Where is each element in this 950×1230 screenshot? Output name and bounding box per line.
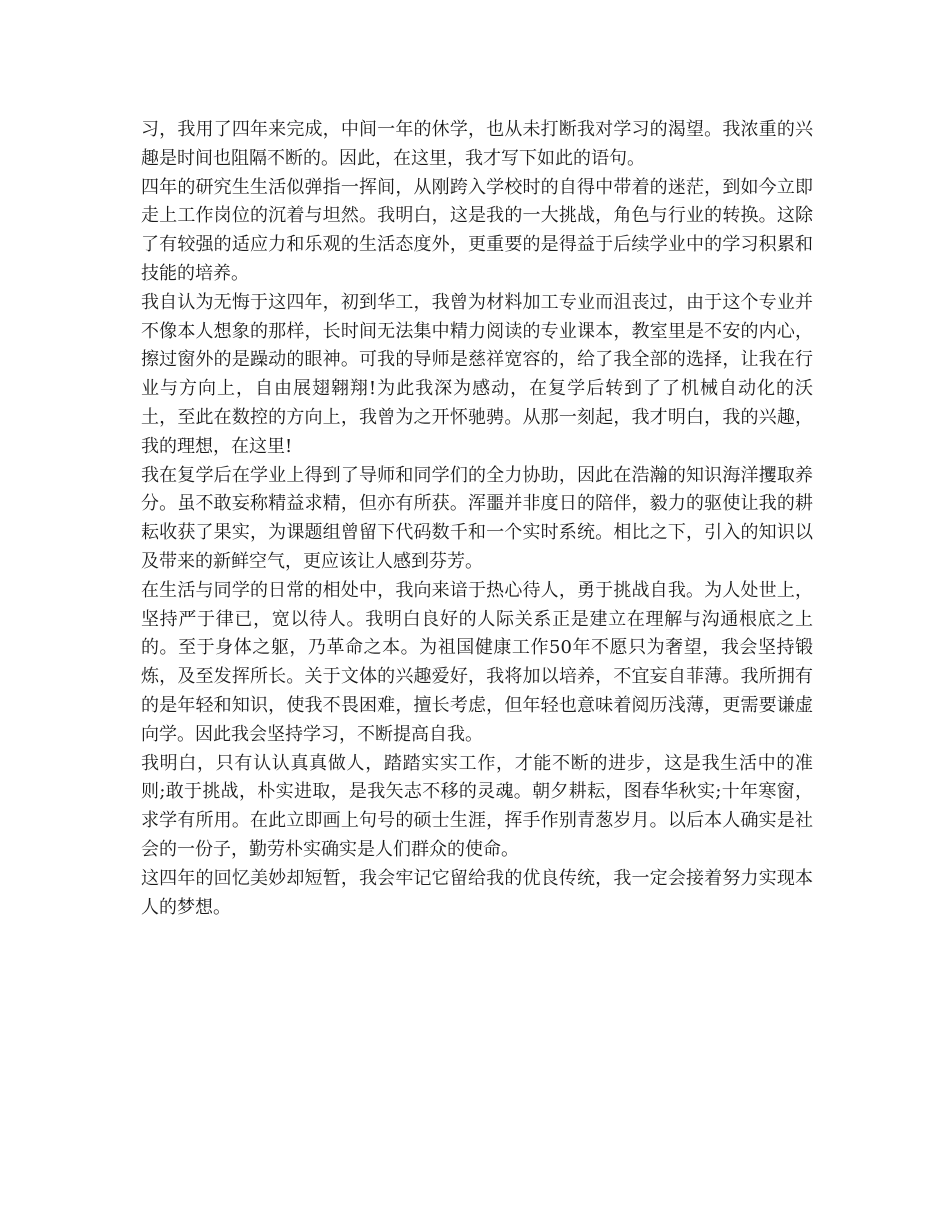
paragraph-6: 我明白，只有认认真真做人，踏踏实实工作，才能不断的进步，这是我生活中的准则;敢于挑战，朴实进取，是我矢志不移的灵魂。朝夕耕耘，图春华秋实;十年寒窗，求学有所用。在此立即画上句号的硕士生涯，挥手作别青葱岁月。以后本人确实是社会的一份子，勤劳朴实确实是人们群众的使命。: [141, 752, 813, 860]
paragraph-2: 四年的研究生生活似弹指一挥间，从刚跨入学校时的自得中带着的迷茫，到如今立即走上工作岗位的沉着与坦然。我明白，这是我的一大挑战，角色与行业的转换。这除了有较强的适应力和乐观的生活态度外，更重要的是得益于后续学业中的学习积累和技能的培养。: [141, 176, 813, 284]
paragraph-1: 习，我用了四年来完成，中间一年的休学，也从未打断我对学习的渴望。我浓重的兴趣是时间也阻隔不断的。因此，在这里，我才写下如此的语句。: [141, 119, 813, 169]
paragraph-4: 我在复学后在学业上得到了导师和同学们的全力协助，因此在浩瀚的知识海洋攫取养分。虽不敢妄称精益求精，但亦有所获。浑噩并非度日的陪伴，毅力的驱使让我的耕耘收获了果实，为课题组曾留下代码数千和一个实时系统。相比之下，引入的知识以及带来的新鲜空气，更应该让人感到芬芳。: [141, 464, 813, 572]
paragraph-5: 在生活与同学的日常的相处中，我向来谙于热心待人，勇于挑战自我。为人处世上，坚持严于律已，宽以待人。我明白良好的人际关系正是建立在理解与沟通根底之上的。至于身体之躯，乃革命之本。为祖国健康工作50年不愿只为奢望，我会坚持锻炼，及至发挥所长。关于文体的兴趣爱好，我将加以培养，不宜妄自菲薄。我所拥有的是年轻和知识，使我不畏困难，擅长考虑，但年轻也意味着阅历浅薄，更需要谦虚向学。因此我会坚持学习，不断提高自我。: [141, 579, 813, 745]
document-body: [141, 116, 813, 922]
paragraph-3: 我自认为无悔于这四年，初到华工，我曾为材料加工专业而沮丧过，由于这个专业并不像本人想象的那样，长时间无法集中精力阅读的专业课本，教室里是不安的内心，擦过窗外的是躁动的眼神。可我的导师是慈祥宽容的，给了我全部的选择，让我在行业与方向上，自由展翅翱翔!为此我深为感动，在复学后转到了了机械自动化的沃土，至此在数控的方向上，我曾为之开怀驰骋。从那一刻起，我才明白，我的兴趣，我的理想，在这里!: [141, 291, 813, 457]
paragraph-7: 这四年的回忆美妙却短暂，我会牢记它留给我的优良传统，我一定会接着努力实现本人的梦想。: [141, 867, 813, 918]
